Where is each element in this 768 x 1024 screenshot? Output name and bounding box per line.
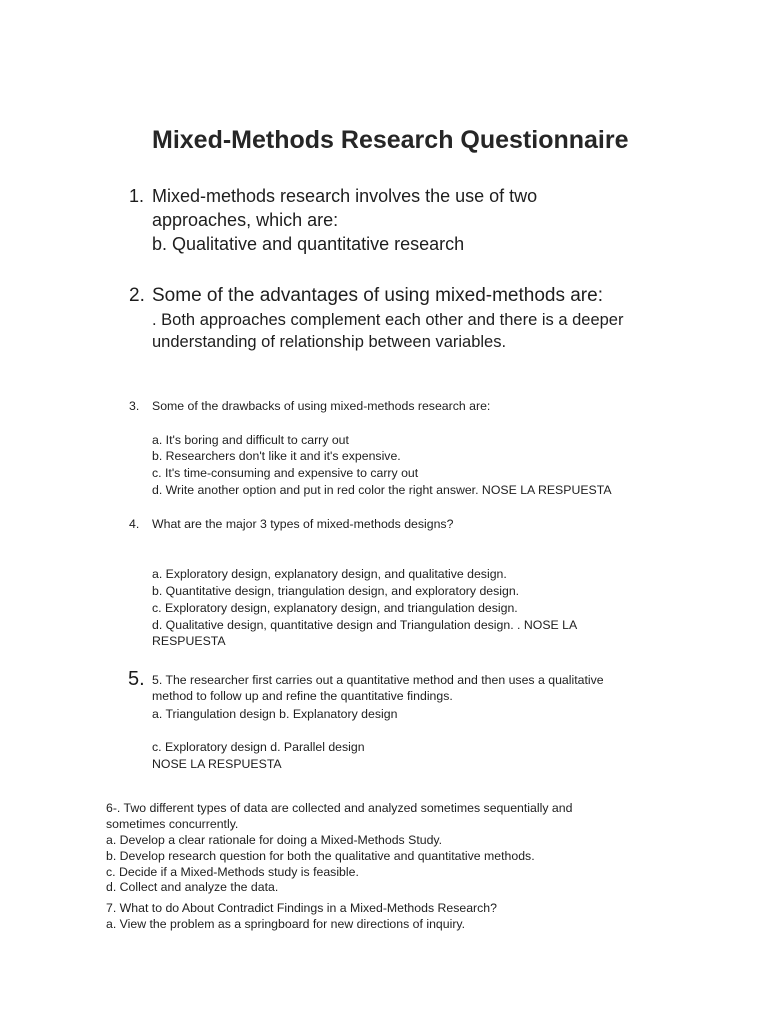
option-text: c. Exploratory design d. Parallel design [152,740,365,754]
option-text: d. Qualitative design, quantitative design and Triangulation design. . NOSE LA [152,618,578,632]
page-title: Mixed-Methods Research Questionnaire [152,126,629,154]
option-text: a. Exploratory design, explanatory design, and qualitative design. [152,567,507,581]
question-text: What are the major 3 types of mixed-methods designs? [152,517,454,531]
answer-text: . Both approaches complement each other and there is a deeper [152,311,624,329]
option-text: b. Researchers don't like it and it's expensive. [152,449,401,463]
question-text: 7. What to do About Contradict Findings in a Mixed-Methods Research? [106,901,497,915]
option-text: a. Develop a clear rationale for doing a Mixed-Methods Study. [106,833,443,847]
option-text: c. Decide if a Mixed-Methods study is feasible. [106,865,359,879]
question-text: 6-. Two different types of data are collected and analyzed sometimes sequentially and [106,801,573,815]
question-text: method to follow up and refine the quantitative findings. [152,689,453,703]
question-number: 5. [128,668,145,690]
answer-text: NOSE LA RESPUESTA [152,757,282,771]
option-text: b. Develop research question for both the qualitative and quantitative methods. [106,849,535,863]
question-text: sometimes concurrently. [106,817,239,831]
option-text: RESPUESTA [152,634,226,648]
question-text: Mixed-methods research involves the use of two [152,186,538,206]
option-text: b. Quantitative design, triangulation design, and exploratory design. [152,584,520,598]
question-number: 2. [129,285,145,306]
option-text: d. Collect and analyze the data. [106,880,279,894]
question-text: 5. The researcher first carries out a quantitative method and then uses a qualitative [152,673,604,687]
option-text: a. View the problem as a springboard for new directions of inquiry. [106,917,466,931]
question-text: approaches, which are: [152,210,339,230]
question-number: 3. [129,399,140,413]
option-text: a. Triangulation design b. Explanatory design [152,707,398,721]
option-text: a. It's boring and difficult to carry out [152,433,349,447]
option-text: c. Exploratory design, explanatory design, and triangulation design. [152,601,518,615]
question-number: 1. [129,186,145,206]
question-text: Some of the drawbacks of using mixed-methods research are: [152,399,491,413]
answer-text: understanding of relationship between variables. [152,333,507,351]
question-number: 4. [129,517,140,531]
option-text: c. It's time-consuming and expensive to carry out [152,466,419,480]
option-text: d. Write another option and put in red color the right answer. NOSE LA RESPUESTA [152,483,612,497]
question-text: Some of the advantages of using mixed-methods are: [152,285,603,306]
answer-text: b. Qualitative and quantitative research [152,234,465,254]
